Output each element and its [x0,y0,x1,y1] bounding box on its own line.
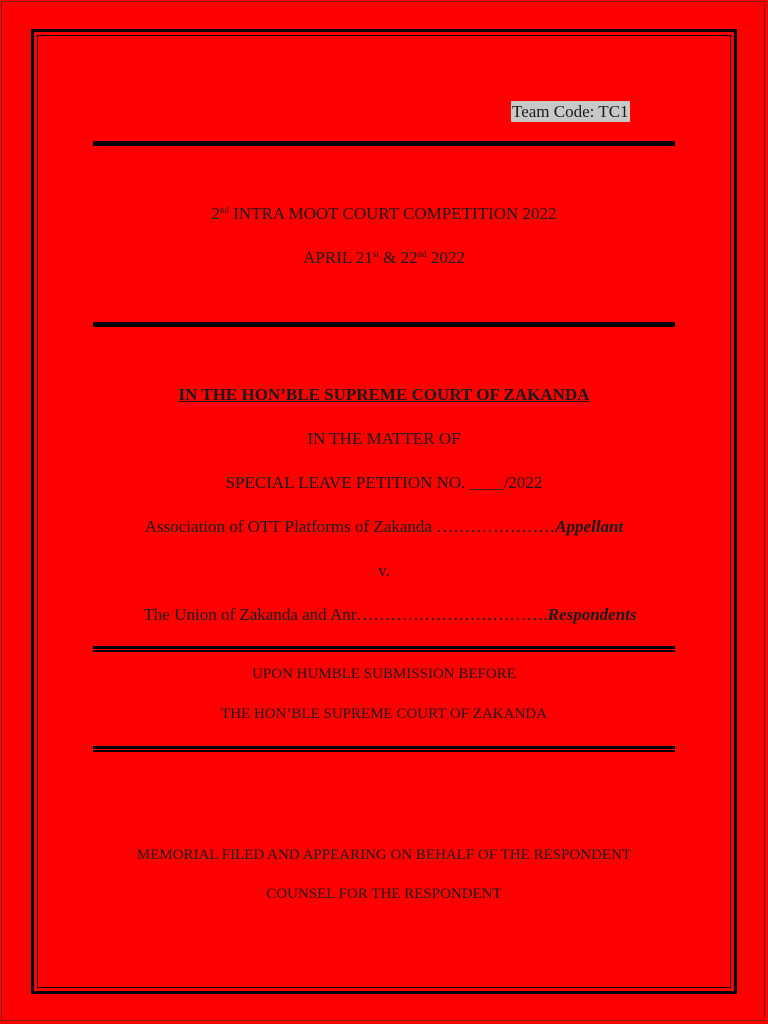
versus-line: v. [378,561,390,580]
appellant-name: Association of OTT Platforms of Zakanda ………………… [144,517,556,536]
competition-name: INTRA MOOT COURT COMPETITION 2022 [233,204,557,223]
divider-top [93,141,675,146]
dates-year: 2022 [426,248,465,267]
appellant-line [0,517,768,537]
respondent-name: The Union of Zakanda and Anr……………………………. [143,605,548,624]
competition-title [0,204,768,224]
dates-middle: & 22 [378,248,418,267]
respondent-role: Respondents [547,605,637,624]
dates-second-suffix: nd [417,249,427,259]
court-heading: IN THE HON’BLE SUPREME COURT OF ZAKANDA [178,385,590,404]
matter-line: IN THE MATTER OF [307,429,461,448]
divider-double-lower [93,746,675,752]
appellant-role: Appellant [555,517,624,536]
divider-middle [93,322,675,327]
submission-line-2: THE HON’BLE SUPREME COURT OF ZAKANDA [221,706,547,722]
divider-double-upper [93,646,675,652]
competition-dates [0,248,768,268]
memorial-line-2: COUNSEL FOR THE RESPONDENT [266,886,502,902]
petition-line: SPECIAL LEAVE PETITION NO. ____/2022 [225,473,543,492]
submission-line-1: UPON HUMBLE SUBMISSION BEFORE [252,666,516,682]
dates-prefix: APRIL 21 [303,248,373,267]
respondent-line [6,605,768,625]
memorial-line-1: MEMORIAL FILED AND APPEARING ON BEHALF OF THE RESPONDENT [136,847,632,863]
team-code: Team Code: TC1 [512,102,629,121]
competition-ordinal: 2 [211,204,220,223]
competition-ordinal-suffix: nd [220,205,229,215]
dates-first-suffix: st [372,249,379,259]
page-border-inner [37,35,731,988]
